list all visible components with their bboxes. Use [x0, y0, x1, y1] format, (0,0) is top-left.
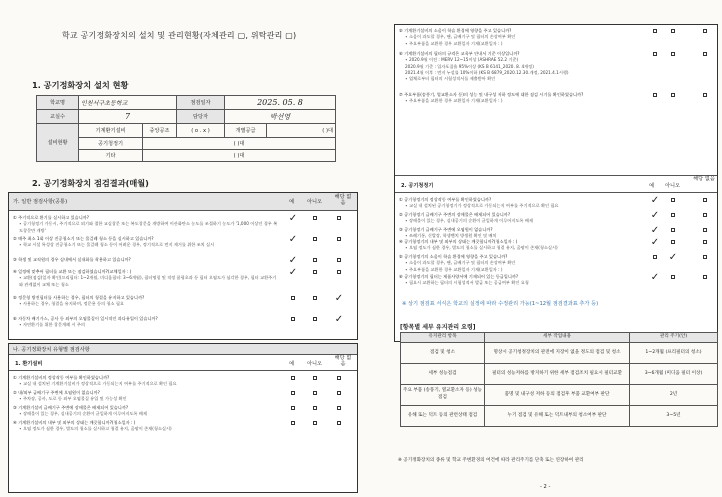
empty-box-icon	[653, 52, 657, 56]
hvac-extra-item	[399, 51, 713, 82]
col-na-2: 해당 없음	[334, 355, 352, 367]
type-header	[9, 344, 357, 355]
check-date-value: 2025. 05. 8	[225, 96, 336, 110]
etc-unit: ( )대	[143, 150, 336, 162]
empty-box-icon	[337, 258, 341, 262]
check-mark-icon: ✓	[650, 210, 660, 221]
general-header	[9, 193, 357, 211]
table-row	[401, 364, 718, 385]
answer-yes-checkbox[interactable]	[645, 227, 665, 235]
maint-detail: 명상시 공기청정장치의 관전에 지장이 없을 정도의 점검 및 청소	[485, 343, 630, 364]
answer-na-checkbox[interactable]	[329, 390, 349, 396]
answer-na-checkbox[interactable]	[695, 197, 715, 203]
empty-box-icon	[671, 213, 675, 217]
general-checks-box	[8, 192, 358, 340]
check-mark-icon: ✓	[650, 237, 660, 248]
hvac-extra-item	[399, 92, 713, 105]
check-mark-icon: ✓	[288, 213, 298, 224]
answer-yes-checkbox[interactable]	[283, 405, 303, 411]
table-row	[401, 406, 718, 427]
check-mark-icon: ✓	[334, 314, 344, 325]
hvac-extra-note: ∙ 업체로부터 필터의 시험성적서를 제출받아 확인	[405, 76, 496, 82]
empty-box-icon	[313, 237, 317, 241]
maint-cycle: 3~6개월 (미디움 필터 이상)	[630, 364, 718, 385]
answer-yes-checkbox[interactable]	[645, 274, 665, 282]
maint-item: 세부 성능점검	[401, 364, 485, 385]
hvac-extra-note: ∙ 소음이 과도할 경우, 팬, 급배기구 및 필터의 손상여부 확인	[405, 34, 516, 40]
empty-box-icon	[703, 213, 707, 217]
empty-box-icon	[703, 228, 707, 232]
general-item	[13, 316, 353, 329]
purifier-item	[399, 274, 713, 287]
answer-na-checkbox[interactable]	[695, 51, 715, 57]
maint-cycle: 3~5년	[630, 406, 718, 427]
note-2: ※ 공기정화장치의 종류 및 학교 주변환경의 여건에 따라 관리주기를 단축 또는 연장하여 관리	[398, 458, 584, 463]
answer-no-checkbox[interactable]	[305, 420, 325, 426]
answer-no-checkbox[interactable]	[305, 269, 325, 275]
empty-box-icon	[671, 29, 675, 33]
answer-yes-checkbox[interactable]	[645, 28, 665, 34]
answer-yes-checkbox[interactable]	[645, 197, 665, 205]
purifier-label: 공기청정기	[79, 138, 143, 150]
hvac-note: ∙ 장애물이 있는 경우, 실내공기의 순환이 균일하게 이루어지도록 배제	[19, 411, 147, 417]
answer-no-checkbox[interactable]	[305, 390, 325, 396]
general-note: ∙ 공기청정기 가동시, 주기적으로 외기와 접한 교실창문 또는 복도창문을 개방하여 이산화탄소 농도를 조절하기 농도가 '1,000 이상인 경우 복도창문만 개방'	[19, 221, 278, 233]
answer-yes-checkbox[interactable]	[283, 375, 303, 381]
answer-no-checkbox[interactable]	[663, 274, 683, 280]
answer-no-checkbox[interactable]	[663, 197, 683, 203]
page-number: - 2 -	[540, 484, 551, 490]
answer-no-checkbox[interactable]	[663, 227, 683, 233]
answer-na-checkbox[interactable]	[695, 212, 715, 218]
general-note: ∙ 자연환기를 위한 창문개폐 시 주의	[19, 322, 85, 328]
hvac-note: ∙ 교실 내 설치된 기계환기설비가 정상적으로 가동되는지 여부를 주기적으로 확인 필요	[19, 381, 177, 387]
maint-item: 주요 부품 (송풍기, 열교환소자 등) 성능점검	[401, 385, 485, 406]
hvac-note: ∙ 주차장, 공사, 도로 등 외부 오염물질 유입 및 가능성 확인	[19, 396, 127, 402]
part-ga-title: 가. 일반 점검사항(공통)	[13, 199, 68, 205]
empty-box-icon	[291, 376, 295, 380]
note-1: ※ 상기 점검표 서식은 학교의 실정에 따라 수정관리 가능(1~12월 점검결과표 추가 등)	[402, 301, 599, 307]
check-mark-icon: ✓	[334, 293, 344, 304]
purifier-item	[399, 212, 713, 225]
hvac-extra-question: ⑤ 기계환기설비의 소음이 학습 환경에 영향을 주고 있습니까?	[399, 28, 512, 33]
answer-na-checkbox[interactable]	[329, 257, 349, 263]
purifier-title: 2. 공기청정기	[401, 183, 434, 189]
empty-box-icon	[703, 198, 707, 202]
hvac-header	[9, 355, 357, 371]
answer-yes-checkbox[interactable]	[283, 316, 303, 322]
hvac-title: 1. 환기설비	[15, 361, 43, 367]
purifier-question: ③ 공기청정기 급배기구 주변에 오염원이 없습니까?	[399, 227, 493, 232]
hvac-extra-note: ∙ 주요부품을 교환한 경우 교환일자 기재(교환일자 : )	[405, 98, 503, 104]
empty-box-icon	[313, 216, 317, 220]
hvac-extra-question: ⑥ 기계환기설비의 필터의 규격은 교육부 안내서 기준 이상입니까?	[399, 51, 520, 56]
general-question: ⑤ 정문형 방진필터를 사용하는 경우, 필터의 청결을 유지하고 있습니까?	[13, 295, 145, 300]
general-item	[13, 269, 353, 288]
purifier-note: ∙ 소음이 과도할 경우, 팬, 급배기구 및 필터의 손상여부 확인	[405, 260, 516, 266]
empty-box-icon	[337, 216, 341, 220]
purifier-question: ① 공기청정기의 정상작동 여부를 확인하였습니까?	[399, 197, 492, 202]
hvac-extra-item	[399, 28, 713, 47]
central-label: 중앙공조	[143, 124, 177, 138]
purifier-question: ② 공기청정기 급배기구 주변의 장애물은 배제되어 있습니까?	[399, 212, 511, 217]
empty-box-icon	[291, 317, 295, 321]
answer-na-checkbox[interactable]	[329, 405, 349, 411]
maint-detail: 필터의 성능저하를 방지하기 위한 세부 점검조치 필요시 필터교환	[485, 364, 630, 385]
empty-box-icon	[313, 376, 317, 380]
answer-yes-checkbox[interactable]	[645, 254, 665, 260]
general-question: ③ 학생 및 교직원의 경우 실내에서 실내화를 착용하고 있습니까?	[13, 257, 131, 262]
answer-yes-checkbox[interactable]	[645, 51, 665, 57]
empty-box-icon	[291, 406, 295, 410]
type-checks-box	[8, 343, 358, 493]
answer-na-checkbox[interactable]	[329, 375, 349, 381]
empty-box-icon	[291, 391, 295, 395]
empty-box-icon	[313, 391, 317, 395]
check-mark-icon: ✓	[668, 252, 678, 263]
general-item	[13, 236, 353, 249]
empty-box-icon	[337, 406, 341, 410]
hvac-item	[13, 405, 353, 418]
answer-na-checkbox[interactable]	[329, 269, 349, 275]
hvac-question: ③ 기계환기설비 급배기구 주변에 장애물은 배제되어 있습니까?	[13, 405, 129, 410]
answer-no-checkbox[interactable]	[663, 212, 683, 218]
empty-box-icon	[653, 29, 657, 33]
section1-heading: 1. 공기정화장치 설치 현황	[32, 80, 129, 90]
answer-yes-checkbox[interactable]	[283, 420, 303, 426]
maint-cycle: 2년	[630, 385, 718, 406]
answer-yes-checkbox[interactable]	[283, 295, 303, 301]
answer-na-checkbox[interactable]	[329, 316, 349, 324]
purifier-note: ∙ 교실 내 설치된 공기청정기가 정상적으로 가동되는지 여부를 주기적으로 확인 필요	[405, 203, 559, 209]
answer-na-checkbox[interactable]	[695, 239, 715, 245]
answer-na-checkbox[interactable]	[329, 295, 349, 303]
manager-value: 박선영	[225, 110, 336, 124]
purifier-question: ⑤ 공기청정기의 소음이 학습 환경에 영향을 주고 있습니까?	[399, 254, 508, 259]
doc-title: 학교 공기정화장치의 설치 및 관리현황(자체관리 ▢, 위탁관리 ▢)	[62, 31, 297, 40]
empty-box-icon	[291, 296, 295, 300]
maint-title: [항목별 세부 유지관리 요령]	[400, 324, 476, 331]
hvac-extra-note: ∙ 주요부품을 교환한 경우 교환일자 기재(교환일자 : )	[405, 40, 503, 46]
answer-na-checkbox[interactable]	[695, 28, 715, 34]
general-note: ∙ 교환(점검)일자 확인(프리필터: 1~2개월, 미디움필터: 3~6개월), 필터명칭 및 적정 품평초과 등 필터 오염도가 심각한 경우, 필터 교환주기와 관계없이 교체 또는 청소	[19, 275, 277, 287]
empty-box-icon	[337, 421, 341, 425]
empty-box-icon	[671, 240, 675, 244]
answer-yes-checkbox[interactable]	[645, 212, 665, 220]
purifier-note: ∙ 쓰레기통, 신발장, 학생밴치 방생원 확인 및 배치	[405, 233, 497, 239]
answer-na-checkbox[interactable]	[329, 236, 349, 242]
maint-item: 점검 및 청소	[401, 343, 485, 364]
maint-item: 유해 또는 덕트 등의 관련상태 점검	[401, 406, 485, 427]
empty-box-icon	[671, 228, 675, 232]
table-row	[401, 343, 718, 364]
answer-no-checkbox[interactable]	[663, 51, 683, 57]
maint-head-item: 유지관리 항목	[401, 333, 485, 343]
purifier-item	[399, 254, 713, 273]
answer-yes-checkbox[interactable]	[645, 239, 665, 247]
hvac-extra-note: 2020.9월 기준 : 입자포집율 95%이상 (KS B 6141_2020. 8. 4개정)	[405, 63, 534, 69]
col-na-3: 해당 없음	[693, 176, 715, 182]
empty-box-icon	[653, 255, 657, 259]
empty-box-icon	[313, 258, 317, 262]
col-no-2: 아니오	[307, 361, 323, 367]
empty-box-icon	[671, 52, 675, 56]
install-label: 설비현황	[37, 124, 79, 162]
answer-na-checkbox[interactable]	[695, 274, 715, 280]
general-question: ② 매주 최소 1회 이상 진공청소기 또는 물걸레 청소 등을 실시하고 있습니까?	[13, 236, 154, 241]
check-date-label: 점검일자	[177, 96, 225, 110]
general-question: ④ 일정에 맞추어 필터를 교환 또는 점검하였습니까?(교체일자 : )	[13, 269, 132, 274]
classroom-value: 7	[79, 110, 177, 124]
empty-box-icon	[703, 93, 707, 97]
central-value: ( o . x )	[177, 124, 225, 138]
empty-box-icon	[337, 237, 341, 241]
etc-label: 기타	[79, 150, 143, 162]
answer-no-checkbox[interactable]	[305, 405, 325, 411]
answer-no-checkbox[interactable]	[305, 295, 325, 301]
general-item	[13, 255, 353, 266]
empty-box-icon	[703, 52, 707, 56]
empty-box-icon	[337, 376, 341, 380]
part-na-title: 나. 공기정화장치 유형별 점검사항	[13, 347, 90, 353]
empty-box-icon	[313, 317, 317, 321]
hvac-item	[13, 390, 353, 403]
purifier-header	[395, 175, 717, 193]
hvac-extra-note: ∙ 2020.9월 이전 : MERV 12~15이상 (ASHRAE 52.2 기준)	[405, 57, 519, 63]
check-mark-icon: ✓	[288, 234, 298, 245]
general-note: ∙ 학교 시설 특성상 진공청소기 또는 물걸레 청소 등이 어려운 경우, 정기적으로 먼지 제거를 위한 조치 실시	[19, 242, 215, 248]
answer-no-checkbox[interactable]	[305, 257, 325, 263]
section2-heading: 2. 공기정화장치 점검결과(매월)	[32, 178, 149, 188]
answer-na-checkbox[interactable]	[329, 215, 349, 221]
purifier-note: ∙ 오염 정도가 심한 경우, 별도의 청소를 실시하고 청결 유지, 곰팡이 존재(청소실시)	[405, 245, 558, 251]
empty-box-icon	[313, 406, 317, 410]
purifier-item	[399, 239, 713, 252]
check-mark-icon: ✓	[288, 255, 298, 266]
empty-box-icon	[337, 270, 341, 274]
hvac-question: ① 기계환기설비의 정상작동 여부를 확인하였습니까?	[13, 375, 110, 380]
maint-detail: 품명 및 내구성 저하 등의 점검후 부품 교환여부 판단	[485, 385, 630, 406]
answer-no-checkbox[interactable]	[305, 236, 325, 242]
general-question: ① 주기적으로 환기를 실시하고 있습니까?	[13, 215, 90, 220]
col-yes: 예	[289, 199, 295, 205]
answer-yes-checkbox[interactable]	[283, 236, 303, 244]
individual-label: 개별공급	[225, 124, 267, 138]
col-no: 아니오	[307, 199, 323, 205]
empty-box-icon	[703, 275, 707, 279]
answer-yes-checkbox[interactable]	[283, 390, 303, 396]
answer-yes-checkbox[interactable]	[283, 215, 303, 223]
individual-unit: ( )대	[267, 124, 336, 138]
empty-box-icon	[291, 421, 295, 425]
hvac-extra-question: ⑦ 주요부품(송풍기, 열교환소자 등)의 성능 및 내구성 저하 정도에 대한 점검 시기를 확인하였습니까?	[399, 92, 584, 97]
hvac-item	[13, 420, 353, 433]
check-mark-icon: ✓	[650, 272, 660, 283]
answer-no-checkbox[interactable]	[663, 28, 683, 34]
col-no-3: 아니오	[665, 183, 681, 189]
answer-yes-checkbox[interactable]	[283, 257, 303, 265]
empty-box-icon	[703, 240, 707, 244]
answer-no-checkbox[interactable]	[305, 215, 325, 221]
empty-box-icon	[671, 93, 675, 97]
answer-yes-checkbox[interactable]	[283, 269, 303, 277]
purifier-item	[399, 197, 713, 210]
general-note: ∙ 사용하는 경우, 청결을 유지하며, 정문용 등의 청소 필요	[19, 301, 124, 307]
table-row	[401, 385, 718, 406]
school-label: 학교명	[37, 96, 79, 110]
hvac-question: ② 내/외부 급배기구 주변에 오염원이 없습니까?	[13, 390, 100, 395]
general-item	[13, 295, 353, 308]
school-value: 인천서구초등학교	[79, 96, 177, 110]
col-na: 해당 없음	[334, 194, 352, 206]
empty-box-icon	[313, 421, 317, 425]
empty-box-icon	[653, 93, 657, 97]
col-yes-2: 예	[289, 361, 295, 367]
check-mark-icon: ✓	[650, 195, 660, 206]
manager-label: 담당자	[177, 110, 225, 124]
general-question: ⑥ 자동차 배기가스, 공사 등 외부의 오염물질이 일시적인 과다유입이 있습니까?	[13, 316, 158, 321]
check-mark-icon: ✓	[650, 225, 660, 236]
maint-table	[400, 332, 718, 427]
answer-na-checkbox[interactable]	[695, 92, 715, 98]
answer-no-checkbox[interactable]	[305, 316, 325, 322]
purifier-note: ∙ 주요부품을 교환한 경우 교환일자 기재(교환일자 : )	[405, 266, 503, 272]
hvac-question: ④ 기계환기설비의 내부 및 외부의 상태는 깨끗합니까?(청소일자 : )	[13, 420, 136, 425]
general-item	[13, 215, 353, 234]
col-yes-3: 예	[649, 183, 655, 189]
answer-no-checkbox[interactable]	[663, 92, 683, 98]
classroom-label: 교실수	[37, 110, 79, 124]
empty-box-icon	[313, 296, 317, 300]
answer-na-checkbox[interactable]	[695, 254, 715, 260]
hvac-label: 기계환기설비	[79, 124, 143, 138]
empty-box-icon	[313, 270, 317, 274]
empty-box-icon	[703, 29, 707, 33]
empty-box-icon	[337, 391, 341, 395]
answer-yes-checkbox[interactable]	[645, 92, 665, 98]
answer-na-checkbox[interactable]	[695, 227, 715, 233]
maint-cycle: 1~2개월 (프리필터의 청소)	[630, 343, 718, 364]
purifier-item	[399, 227, 713, 240]
purifier-unit: ( )대	[143, 138, 336, 150]
maint-head-cycle: 관리 주기(안)	[630, 333, 718, 343]
maint-detail: 누기 점검 및 유해 또는 덕트내부의 청소여부 판단	[485, 406, 630, 427]
install-table	[36, 95, 336, 162]
purifier-note: ∙ 장애물이 있는 경우, 실내공기의 순환이 균일하게 이루어지도록 배제	[405, 218, 533, 224]
purifier-note: ∙ 필요시 교환하는 필터의 시험성적서 발급 또는 공급여부 확인 요청	[405, 280, 529, 286]
right-checks-box	[394, 24, 718, 342]
maint-head-detail: 세부 작업내용	[485, 333, 630, 343]
hvac-item	[13, 375, 353, 388]
answer-no-checkbox[interactable]	[663, 254, 683, 262]
hvac-extra-note: 2021.4월 이후 : 먼지 누설률 10%이하 (KS B 6879_2020.12.30.개정, 2021.4.1시행)	[405, 69, 569, 75]
empty-box-icon	[671, 275, 675, 279]
empty-box-icon	[703, 255, 707, 259]
answer-no-checkbox[interactable]	[663, 239, 683, 245]
empty-box-icon	[671, 198, 675, 202]
purifier-question: ⑥ 공기청정기의 필터는 제품사양서에 기재되어 있는 등급입니까?	[399, 274, 519, 279]
hvac-note: ∙ 오염 정도가 심한 경우, 별도의 청소를 실시하고 청결 유지, 곰팡이 존재(청소실시)	[19, 426, 172, 432]
check-mark-icon: ✓	[288, 267, 298, 278]
answer-no-checkbox[interactable]	[305, 375, 325, 381]
answer-na-checkbox[interactable]	[329, 420, 349, 426]
purifier-question: ④ 공기청정기의 내부 및 외부의 상태는 깨끗합니까?(청소일자 : )	[399, 239, 518, 244]
